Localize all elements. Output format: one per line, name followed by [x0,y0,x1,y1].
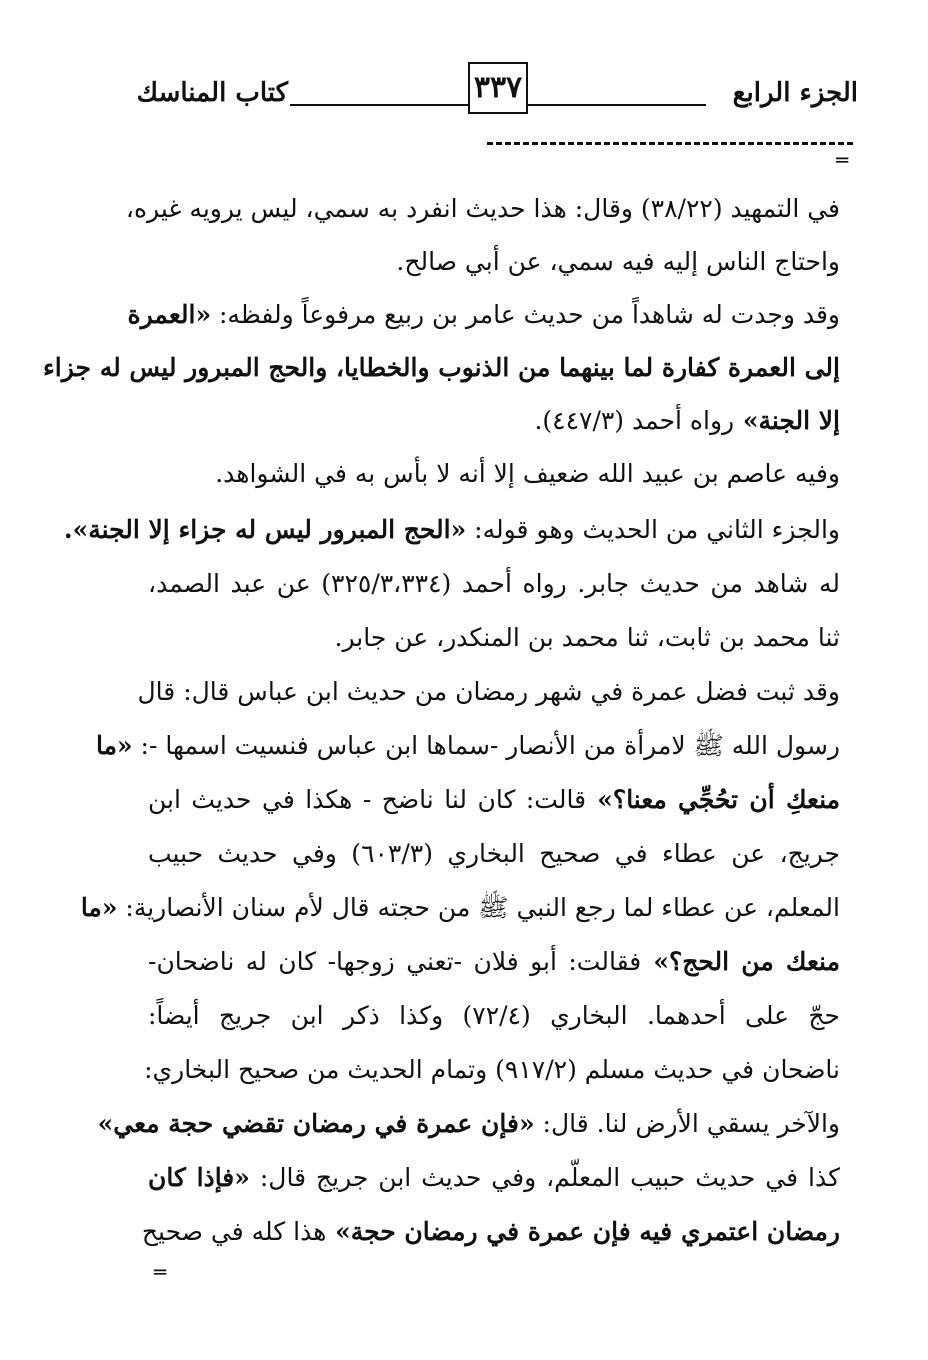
text-line [144,1051,840,1089]
text-line [95,727,840,765]
hadith-quote: «ما [80,893,118,922]
text-line [43,349,840,387]
hadith-quote: «العمرة [127,300,212,329]
hadith-quote: رمضان اعتمري فيه فإن عمرة في رمضان حجة» [326,1217,840,1246]
text-line [148,997,840,1035]
footnote-continuation-mark: ═ [836,148,849,172]
text-span: رسول الله ﷺ لامرأة من الأنصار -سماها ابن عباس فنسيت اسمها -: [132,731,840,760]
text-line [148,565,840,603]
page-number: ٣٣٧ [468,62,528,114]
hadith-quote: منعك من الحج؟» [641,947,840,976]
header-rule-left [290,104,468,106]
text-span: المعلم، عن عطاء لما رجع النبي ﷺ من حجته قال لأم سنان الأنصارية: [117,893,840,922]
text-line [148,619,840,657]
text-span: والآخر يسقي الأرض لنا. قال: [534,1109,840,1138]
text-line [148,455,840,493]
text-span: جريج، عن عطاء في صحيح البخاري (٦٠٣/٣) وفي حديث حبيب [148,839,840,868]
text-span: وفيه عاصم بن عبيد الله ضعيف إلا أنه لا بأس به في الشواهد. [215,459,840,488]
hadith-quote: منعكِ أن تحُجِّي معنا؟» [586,785,841,814]
text-span: ناضحان في حديث مسلم (٩١٧/٢) وتمام الحديث من صحيح البخاري: [144,1055,840,1084]
text-span: له شاهد من حديث جابر. رواه أحمد (٣٢٥/٣،٣٣٤) عن عبد الصمد، [148,569,840,598]
text-span: ثنا محمد بن ثابت، ثنا محمد بن المنكدر، عن جابر. [334,623,840,652]
text-span: وقد ثبت فضل عمرة في شهر رمضان من حديث ابن عباس قال: قال [137,677,840,706]
text-span: قالت: كان لنا ناضح - هكذا في حديث ابن [148,785,587,814]
header-rule-right [528,104,706,106]
hadith-quote: «ما [95,731,133,760]
text-line [63,511,840,549]
text-span: في التمهيد (٣٨/٢٢) وقال: هذا حديث انفرد به سمي، ليس يرويه غيره، [125,194,840,223]
header-part-title: الجزء الرابع [732,78,858,108]
text-line [148,1159,840,1197]
hadith-quote: «فإن عمرة في رمضان تقضي حجة معي» [97,1109,535,1138]
text-span: والجزء الثاني من الحديث وهو قوله: [466,515,840,544]
text-span: حجّ على أحدهما. البخاري (٧٢/٤) وكذا ذكر ابن جريج أيضاً: [148,1001,840,1030]
hadith-quote: «فإذا كان [148,1163,250,1192]
text-line [148,781,840,819]
text-line [148,943,840,981]
text-span: كذا في حديث حبيب المعلّم، وفي حديث ابن جريج قال: [249,1163,840,1192]
text-line [148,402,840,440]
text-line [125,190,840,228]
footnote-continues-mark: ═ [154,1260,167,1284]
separator-dashes [487,142,853,145]
hadith-quote: إلى العمرة كفارة لما بينهما من الذنوب والخطايا، والحج المبرور ليس له جزاء [43,353,840,382]
hadith-quote: إلا الجنة» [734,406,840,435]
text-line [148,835,840,873]
text-line [148,243,840,281]
text-line [137,673,840,711]
hadith-quote: «الحج المبرور ليس له جزاء إلا الجنة». [63,515,467,544]
text-span: وقد وجدت له شاهداً من حديث عامر بن ربيع مرفوعاً ولفظه: [211,300,840,329]
text-line [80,889,840,927]
text-span: فقالت: أبو فلان -تعني زوجها- كان له ناضحان- [148,947,642,976]
header-book-title: كتاب المناسك [136,78,288,108]
text-line [97,1105,840,1143]
text-span: رواه أحمد (٤٤٧/٣). [534,406,735,435]
text-line [141,1213,840,1251]
text-line [127,296,840,334]
text-span: واحتاج الناس إليه فيه سمي، عن أبي صالح. [396,247,840,276]
text-span: هذا كله في صحيح [141,1217,327,1246]
